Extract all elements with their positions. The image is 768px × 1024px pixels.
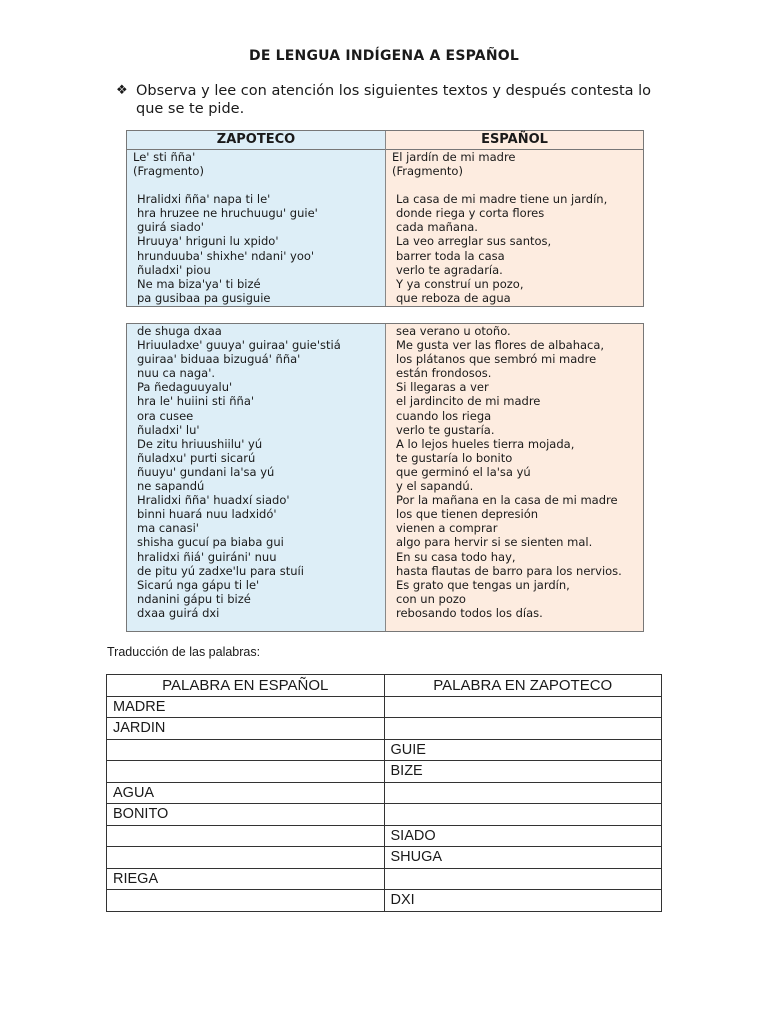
poem-line: barrer toda la casa xyxy=(396,248,505,263)
cell-espanol[interactable] xyxy=(107,847,385,869)
poem-line: La veo arreglar sus santos, xyxy=(396,234,552,249)
poem-line: ñuladxi' lu' xyxy=(137,422,200,437)
poem-line: Ne ma biza'ya' ti bizé xyxy=(137,276,261,291)
poem-line: Hralidxi ñña' huadxí siado' xyxy=(137,493,290,508)
table-row xyxy=(107,868,662,890)
poem-line: hra hruzee ne hruchuugu' guie' xyxy=(137,206,318,221)
page-title: DE LENGUA INDÍGENA A ESPAÑOL xyxy=(249,48,519,64)
poem-line: Y ya construí un pozo, xyxy=(396,276,524,291)
zapoteco-lines xyxy=(127,192,385,305)
poem-line: rebosando todos los días. xyxy=(396,605,543,620)
poem-line: Hriuuladxe' guuya' guiraa' guie'stiá xyxy=(137,338,341,353)
poem-line: ñuladxu' purti sicarú xyxy=(137,450,256,465)
poem-line: cuando los riega xyxy=(396,408,492,423)
cell-espanol[interactable] xyxy=(107,890,385,912)
poem-line: te gustaría lo bonito xyxy=(396,450,513,465)
table-row xyxy=(107,696,662,718)
poem-line: hrunduuba' shixhe' ndani' yoo' xyxy=(137,248,315,263)
poem-line: pa gusibaa pa gusiguie xyxy=(137,290,271,305)
cell-espanol[interactable] xyxy=(107,825,385,847)
poem-line: guiraa' biduaa bizuguá' ñña' xyxy=(137,352,301,367)
poem-line: vienen a comprar xyxy=(396,521,498,536)
cell-zapoteco[interactable]: SIADO xyxy=(384,825,662,847)
cell-zapoteco[interactable] xyxy=(384,868,662,890)
source-citation xyxy=(280,630,642,635)
poem-line: Pa ñedaguuyalu' xyxy=(137,380,233,395)
poem-line: Sicarú nga gápu ti le' xyxy=(137,577,260,592)
espanol-lines xyxy=(386,192,643,305)
poem-line: con un pozo xyxy=(396,591,466,606)
zapoteco-column xyxy=(127,324,386,631)
poem-line: algo para hervir si se sienten mal. xyxy=(396,535,593,550)
poem-line: verlo te agradaría. xyxy=(396,262,503,277)
poem-line: Si llegaras a ver xyxy=(396,380,489,395)
poem-line: guirá siado' xyxy=(137,220,204,235)
table-header-row xyxy=(107,675,662,697)
poem-line: binni huará nuu ladxidó' xyxy=(137,507,277,522)
cell-espanol[interactable]: JARDIN xyxy=(107,718,385,740)
poem-line: hasta flautas de barro para los nervios. xyxy=(396,563,622,578)
poem-line: Le' sti ñña' xyxy=(133,150,196,164)
poem-line: que reboza de agua xyxy=(396,290,511,305)
poem-table-part-1 xyxy=(126,130,644,307)
cell-espanol[interactable] xyxy=(107,761,385,783)
poem-line: y el sapandú. xyxy=(396,479,474,494)
poem-line: (Fragmento) xyxy=(392,164,463,179)
cell-espanol[interactable]: BONITO xyxy=(107,804,385,826)
header-zapoteco: PALABRA EN ZAPOTECO xyxy=(384,675,662,697)
poem-line: ora cusee xyxy=(137,408,194,423)
poem-line: de pitu yú zadxe'lu para stuíi xyxy=(137,563,304,578)
poem-line: los plátanos que sembró mi madre xyxy=(396,352,597,367)
poem-line: Me gusta ver las flores de albahaca, xyxy=(396,338,605,353)
cell-zapoteco[interactable] xyxy=(384,696,662,718)
zapoteco-column xyxy=(127,131,386,306)
poem-line: En su casa todo hay, xyxy=(396,549,516,564)
poem-line: De zitu hriuushiilu' yú xyxy=(137,436,263,451)
translation-table xyxy=(106,674,662,912)
instruction xyxy=(116,82,661,118)
poem-line: ndanini gápu ti bizé xyxy=(137,591,251,606)
cell-zapoteco[interactable] xyxy=(384,782,662,804)
poem-line: Hruuya' hriguni lu xpido' xyxy=(137,234,279,249)
poem-line: sea verano u otoño. xyxy=(396,324,511,338)
espanol-column xyxy=(386,324,643,631)
cell-espanol[interactable]: AGUA xyxy=(107,782,385,804)
poem-line: Es grato que tengas un jardín, xyxy=(396,577,570,592)
poem-line: A lo lejos hueles tierra mojada, xyxy=(396,436,575,451)
table-row xyxy=(107,782,662,804)
cell-zapoteco[interactable] xyxy=(384,718,662,740)
zapoteco-header: ZAPOTECO xyxy=(127,131,385,150)
instruction-text: Observa y lee con atención los siguientes textos y después contesta lo que se te pide. xyxy=(136,83,652,117)
cell-espanol[interactable]: MADRE xyxy=(107,696,385,718)
poem-line: donde riega y corta flores xyxy=(396,206,545,221)
poem-line: de shuga dxaa xyxy=(137,324,222,338)
cell-espanol[interactable]: RIEGA xyxy=(107,868,385,890)
translation-label: Traducción de las palabras: xyxy=(107,645,261,659)
cell-zapoteco[interactable]: BIZE xyxy=(384,761,662,783)
poem-line: Por la mañana en la casa de mi madre xyxy=(396,493,618,508)
poem-line: hra le' huiini sti ñña' xyxy=(137,394,255,409)
table-row xyxy=(107,761,662,783)
cell-zapoteco[interactable] xyxy=(384,804,662,826)
espanol-intro xyxy=(386,150,643,178)
cell-zapoteco[interactable]: SHUGA xyxy=(384,847,662,869)
poem-line: La casa de mi madre tiene un jardín, xyxy=(396,192,608,207)
poem-line: que germinó el la'sa yú xyxy=(396,464,531,479)
header-espanol: PALABRA EN ESPAÑOL xyxy=(107,675,385,697)
poem-line: verlo te gustaría. xyxy=(396,422,495,437)
table-row xyxy=(107,739,662,761)
poem-table-part-2 xyxy=(126,323,644,632)
espanol-column xyxy=(386,131,643,306)
table-row xyxy=(107,890,662,912)
poem-line: hralidxi ñiá' guiráni' nuu xyxy=(137,549,277,564)
diamond-bullet-icon: ❖ xyxy=(116,83,128,98)
table-row xyxy=(107,825,662,847)
poem-line: ñuladxi' piou xyxy=(137,262,211,277)
poem-line: los que tienen depresión xyxy=(396,507,539,522)
cell-zapoteco[interactable]: GUIE xyxy=(384,739,662,761)
poem-line: cada mañana. xyxy=(396,220,478,235)
espanol-header: ESPAÑOL xyxy=(386,131,643,150)
poem-line: ma canasi' xyxy=(137,521,199,536)
cell-zapoteco[interactable]: DXI xyxy=(384,890,662,912)
poem-line: (Fragmento) xyxy=(133,164,204,179)
table-row xyxy=(107,804,662,826)
poem-line: shisha gucuí pa biaba gui xyxy=(137,535,284,550)
table-row xyxy=(107,847,662,869)
zapoteco-intro xyxy=(127,150,385,178)
cell-espanol[interactable] xyxy=(107,739,385,761)
poem-line: ne sapandú xyxy=(137,479,205,494)
poem-line: El jardín de mi madre xyxy=(392,150,516,164)
poem-line: nuu ca naga'. xyxy=(137,366,216,381)
poem-line: ñuuyu' gundani la'sa yú xyxy=(137,464,275,479)
poem-line: el jardincito de mi madre xyxy=(396,394,541,409)
poem-line: dxaa guirá dxi xyxy=(137,605,220,620)
table-row xyxy=(107,718,662,740)
poem-line: Hralidxi ñña' napa ti le' xyxy=(137,192,271,207)
poem-line: están frondosos. xyxy=(396,366,492,381)
